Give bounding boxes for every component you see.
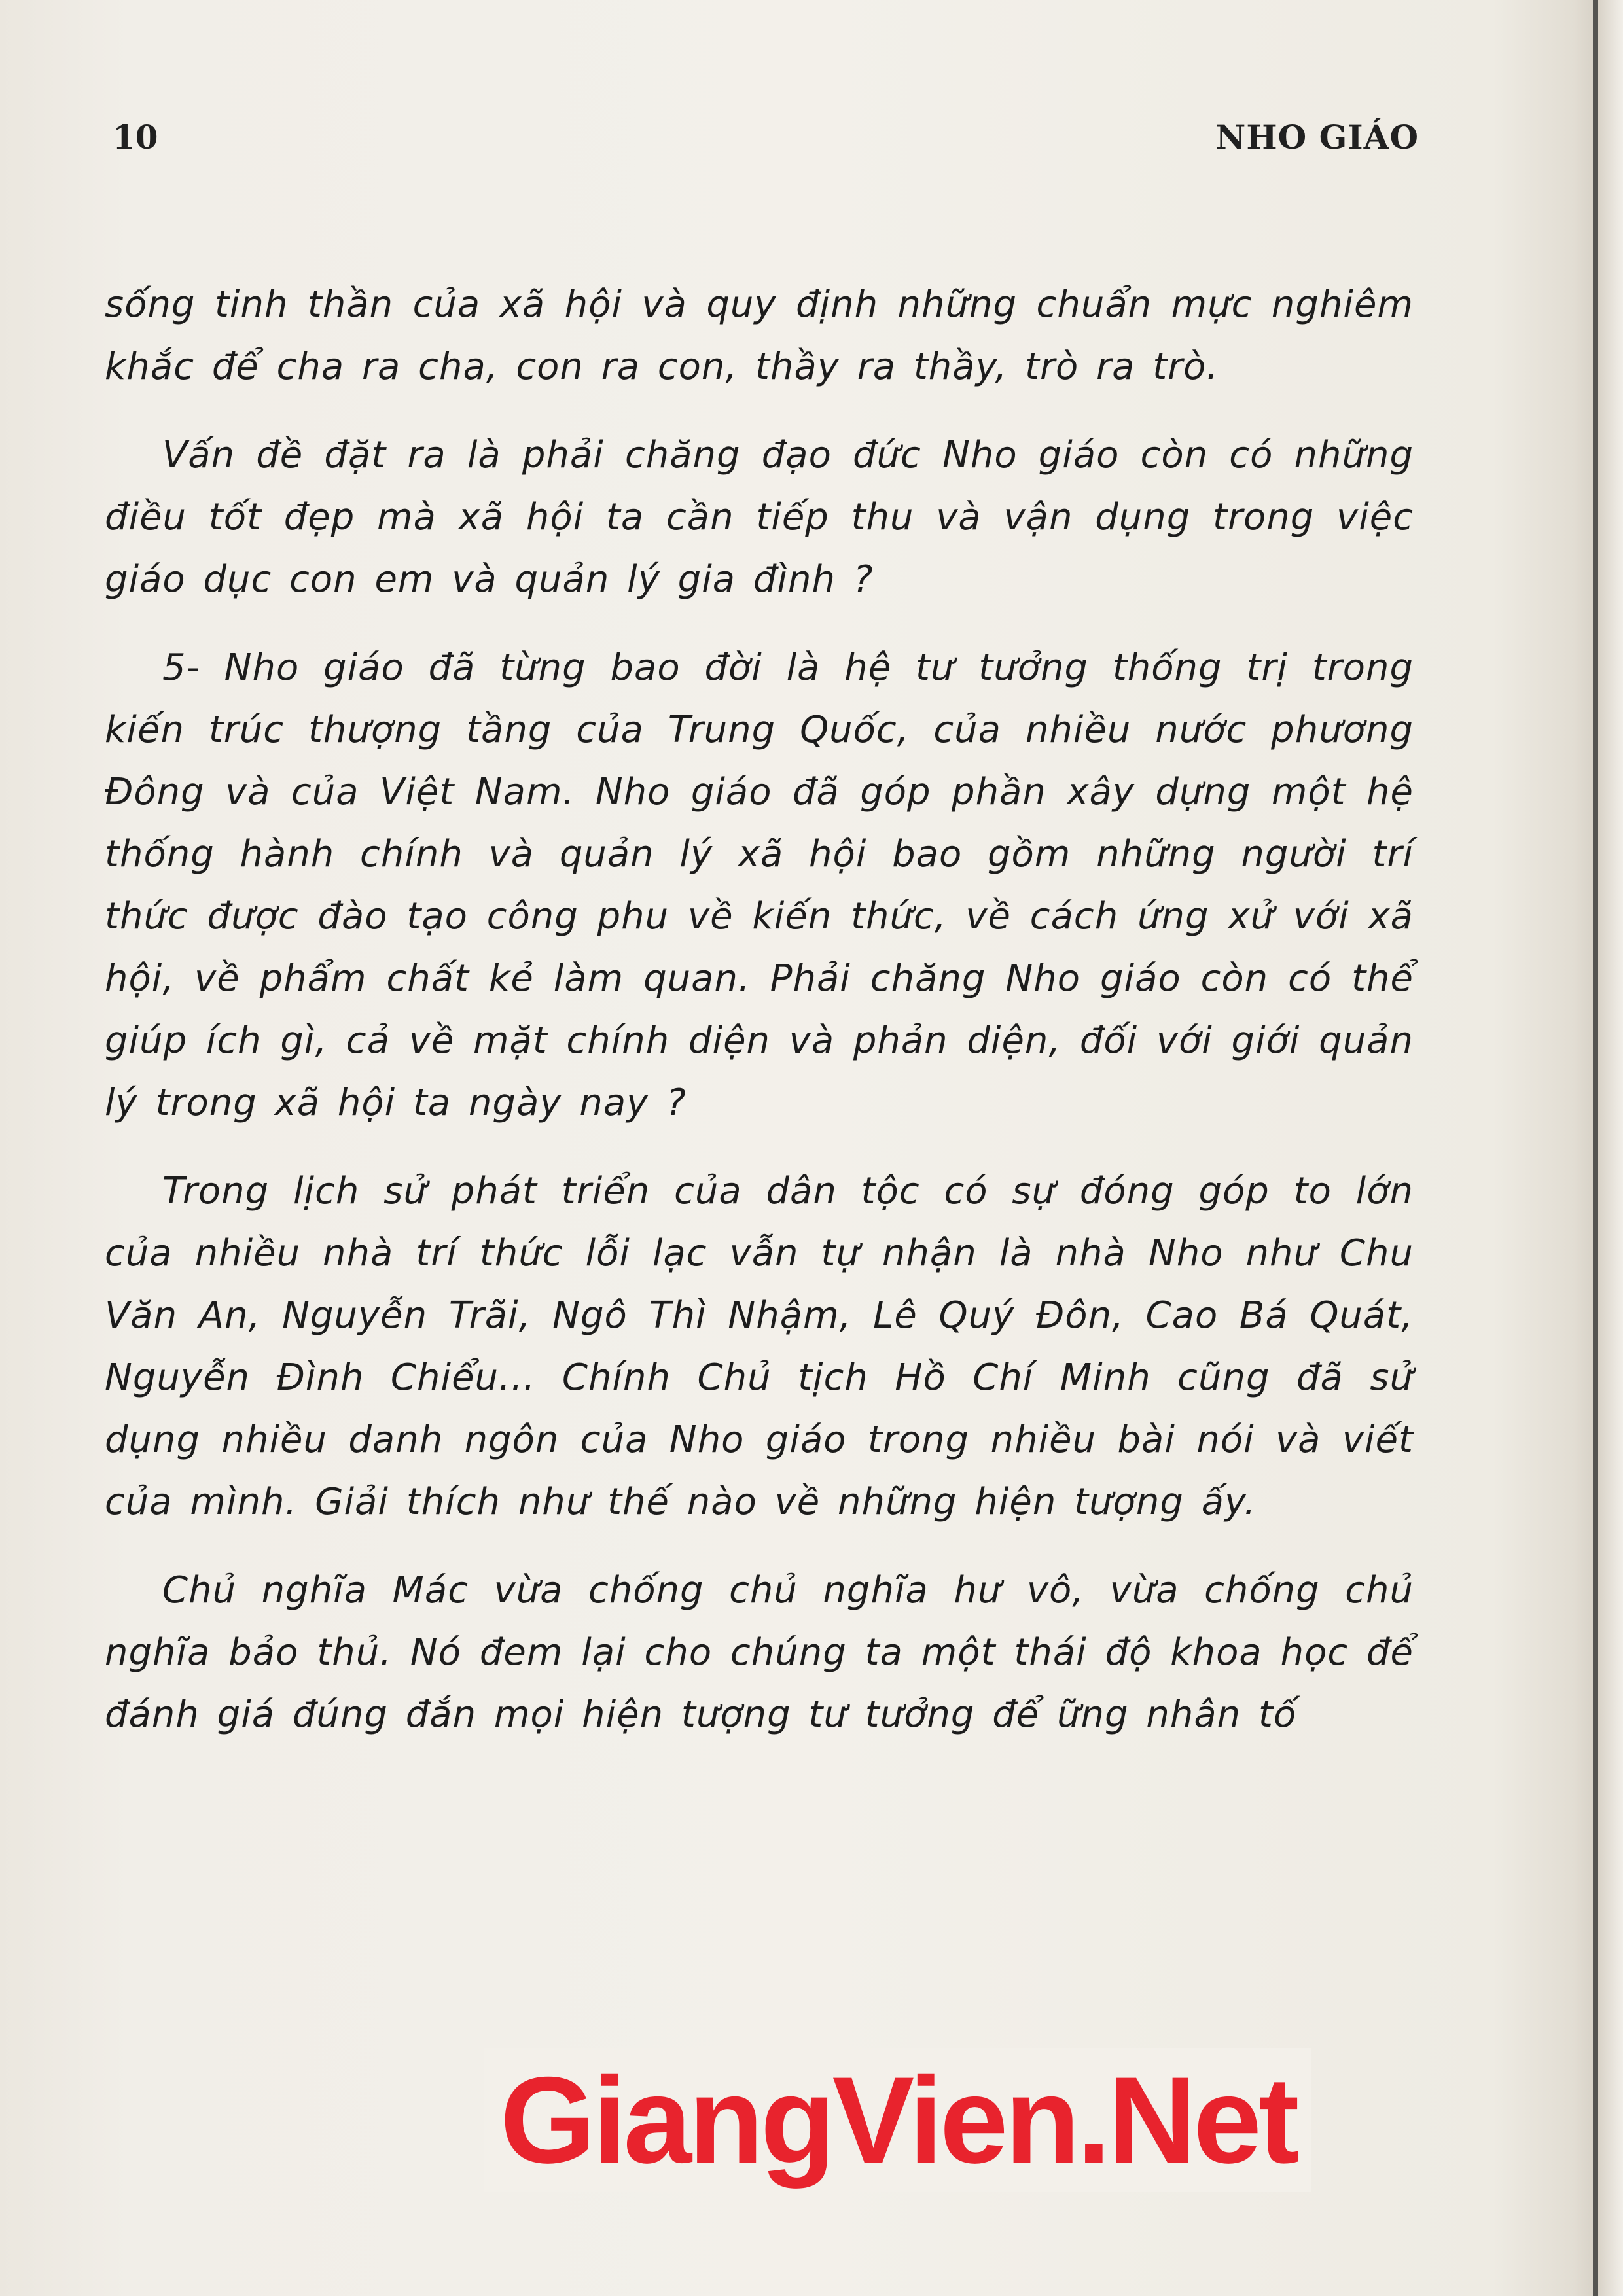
paragraph-3: 5- Nho giáo đã từng bao đời là hệ tư tưởng thống trị trong kiến trúc thượng tầng của Trung Quốc, của nhiều nước phương Đông và của Việt Nam. Nho giáo đã góp phần xây dựng một hệ thống hành chính và quản lý xã hội bao gồm những người trí thức được đào tạo công phu về kiến thức, về cách ứng xử với xã hội, về phẩm chất kẻ làm quan. Phải chăng Nho giáo còn có thể giúp ích gì, cả về mặt chính diện và phản diện, đối với giới quản lý trong xã hội ta ngày nay ? [105,646,1414,1124]
watermark-text: GiangVien.Net [484,2048,1311,2192]
paragraph-2: Vấn đề đặt ra là phải chăng đạo đức Nho giáo còn có những điều tốt đẹp mà xã hội ta cần tiếp thu và vận dụng trong việc giáo dục con em và quản lý gia đình ? [105,434,1414,601]
page-number: 10 [113,118,158,156]
book-spine-line [1593,0,1598,2296]
page-header [113,118,1419,164]
page-edge-shadow [1598,0,1623,2296]
paragraph-1: sống tinh thần của xã hội và quy định những chuẩn mực nghiêm khắc để cha ra cha, con ra con, thầy ra thầy, trò ra trò. [105,283,1414,388]
body-text [105,274,1414,1772]
running-head: NHO GIÁO [1215,118,1419,156]
paragraph-4: Trong lịch sử phát triển của dân tộc có sự đóng góp to lớn của nhiều nhà trí thức lỗi lạc vẫn tự nhận là nhà Nho như Chu Văn An, Nguyễn Trãi, Ngô Thì Nhậm, Lê Quý Đôn, Cao Bá Quát, Nguyễn Đình Chiểu... Chính Chủ tịch Hồ Chí Minh cũng đã sử dụng nhiều danh ngôn của Nho giáo trong nhiều bài nói và viết của mình. Giải thích như thế nào về những hiện tượng ấy. [105,1170,1414,1523]
paragraph-5: Chủ nghĩa Mác vừa chống chủ nghĩa hư vô, vừa chống chủ nghĩa bảo thủ. Nó đem lại cho chúng ta một thái độ khoa học để đánh giá đúng đắn mọi hiện tượng tư tưởng để ững nhân tố [105,1569,1414,1736]
